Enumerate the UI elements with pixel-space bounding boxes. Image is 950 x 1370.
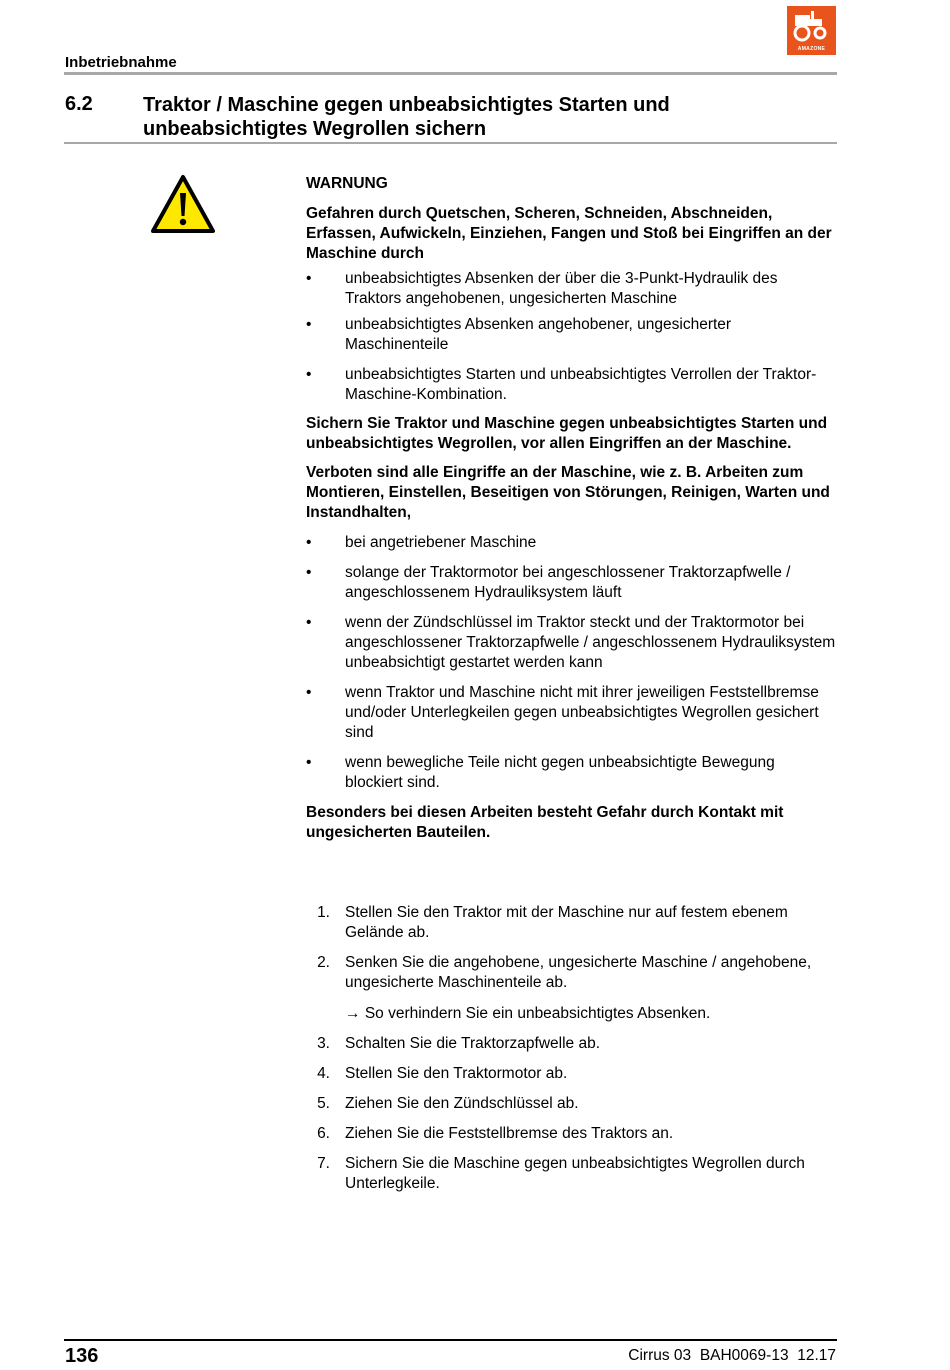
hazard-intro: Gefahren durch Quetschen, Scheren, Schneiden, Abschneiden, Erfassen, Aufwickeln, Einziehen, Fangen und Stoß bei Eingriffen an der Maschine durch [306, 205, 832, 262]
list-item [306, 533, 836, 553]
list-item [306, 753, 836, 793]
footer-divider [64, 1339, 837, 1341]
list-item [306, 613, 836, 673]
step-text: Stellen Sie den Traktor mit der Maschine nur auf festem ebenem Gelände ab. [345, 904, 788, 941]
step-number: 7. [317, 1155, 330, 1172]
bullet-icon: • [306, 564, 312, 581]
warning-block [306, 174, 836, 843]
cause-text: unbeabsichtigtes Starten und unbeabsichtigtes Verrollen der Traktor-Maschine-Kombination. [345, 366, 817, 403]
secure-instruction: Sichern Sie Traktor und Maschine gegen unbeabsichtigtes Starten und unbeabsichtigtes Wegrollen, vor allen Eingriffen an der Maschine. [306, 415, 828, 452]
document-reference [628, 1347, 836, 1365]
step-item [306, 903, 836, 943]
list-item [306, 365, 836, 405]
condition-text: wenn bewegliche Teile nicht gegen unbeabsichtigte Bewegung blockiert sind. [345, 754, 775, 791]
step-number: 4. [317, 1065, 330, 1082]
bullet-icon: • [306, 614, 312, 631]
bullet-icon: • [306, 684, 312, 701]
bullet-icon: • [306, 366, 312, 383]
step-item [306, 953, 836, 993]
result-text: So verhindern Sie ein unbeabsichtigtes Absenken. [364, 1005, 711, 1022]
header-divider [64, 72, 837, 75]
condition-text: wenn Traktor und Maschine nicht mit ihrer jeweiligen Feststellbremse und/oder Unterlegkeilen gegen unbeabsichtigtes Wegrollen gesichert sind [345, 684, 819, 741]
step-text: Sichern Sie die Maschine gegen unbeabsichtigtes Wegrollen durch Unterlegkeile. [345, 1155, 805, 1192]
step-item [306, 1094, 836, 1114]
forbidden-intro: Verboten sind alle Eingriffe an der Maschine, wie z. B. Arbeiten zum Montieren, Einstellen, Beseitigen von Störungen, Reinigen, Warten und Instandhalten, [306, 464, 830, 521]
procedure-steps [306, 903, 836, 1194]
list-item [306, 269, 836, 309]
warning-triangle-icon [150, 174, 216, 239]
bullet-icon: • [306, 534, 312, 551]
step-text: Senken Sie die angehobene, ungesicherte Maschine / angehobene, ungesicherte Maschinenteile ab. [345, 954, 812, 991]
step-item [306, 1064, 836, 1084]
amazone-logo [787, 6, 836, 55]
closing-warning: Besonders bei diesen Arbeiten besteht Gefahr durch Kontakt mit ungesicherten Bauteilen. [306, 804, 784, 841]
cause-text: unbeabsichtigtes Absenken angehobener, ungesicherter Maschinenteile [345, 316, 732, 353]
section-title: Traktor / Maschine gegen unbeabsichtigtes Starten und unbeabsichtigtes Wegrollen sichern [143, 94, 670, 140]
condition-text: bei angetriebener Maschine [345, 534, 537, 551]
doc-id: BAH0069-13 [699, 1347, 789, 1364]
list-item [306, 683, 836, 743]
chapter-header: Inbetriebnahme [65, 54, 177, 71]
cause-text: unbeabsichtigtes Absenken der über die 3-Punkt-Hydraulik des Traktors angehobenen, ungesicherten Maschine [345, 270, 778, 307]
section-divider [64, 142, 837, 144]
list-item [306, 315, 836, 355]
step-item [306, 1124, 836, 1144]
signal-word: WARNUNG [306, 175, 388, 192]
list-item [306, 563, 836, 603]
arrow-icon: → [345, 1005, 361, 1022]
page-number: 136 [65, 1345, 99, 1367]
step-number: 1. [317, 904, 330, 921]
product-name: Cirrus 03 [628, 1347, 692, 1364]
step-number: 3. [317, 1035, 330, 1052]
step-text: Ziehen Sie die Feststellbremse des Traktors an. [345, 1125, 674, 1142]
bullet-icon: • [306, 754, 312, 771]
step-text: Stellen Sie den Traktormotor ab. [345, 1065, 568, 1082]
step-result [306, 1004, 836, 1024]
section-number: 6.2 [65, 93, 93, 115]
step-text: Ziehen Sie den Zündschlüssel ab. [345, 1095, 579, 1112]
condition-text: wenn der Zündschlüssel im Traktor steckt und der Traktormotor bei angeschlossener Traktorzapfwelle / angeschlossenem Hydrauliksystem unbeabsichtigt gestartet werden kann [345, 614, 836, 671]
step-number: 5. [317, 1095, 330, 1112]
logo-wordmark: AMAZONE [797, 46, 826, 52]
condition-text: solange der Traktormotor bei angeschlossener Traktorzapfwelle / angeschlossenem Hydrauliksystem läuft [345, 564, 791, 601]
bullet-icon: • [306, 316, 312, 333]
step-number: 2. [317, 954, 330, 971]
doc-date: 12.17 [797, 1347, 836, 1364]
step-item [306, 1034, 836, 1054]
step-item [306, 1154, 836, 1194]
step-text: Schalten Sie die Traktorzapfwelle ab. [345, 1035, 601, 1052]
step-number: 6. [317, 1125, 330, 1142]
bullet-icon: • [306, 270, 312, 287]
